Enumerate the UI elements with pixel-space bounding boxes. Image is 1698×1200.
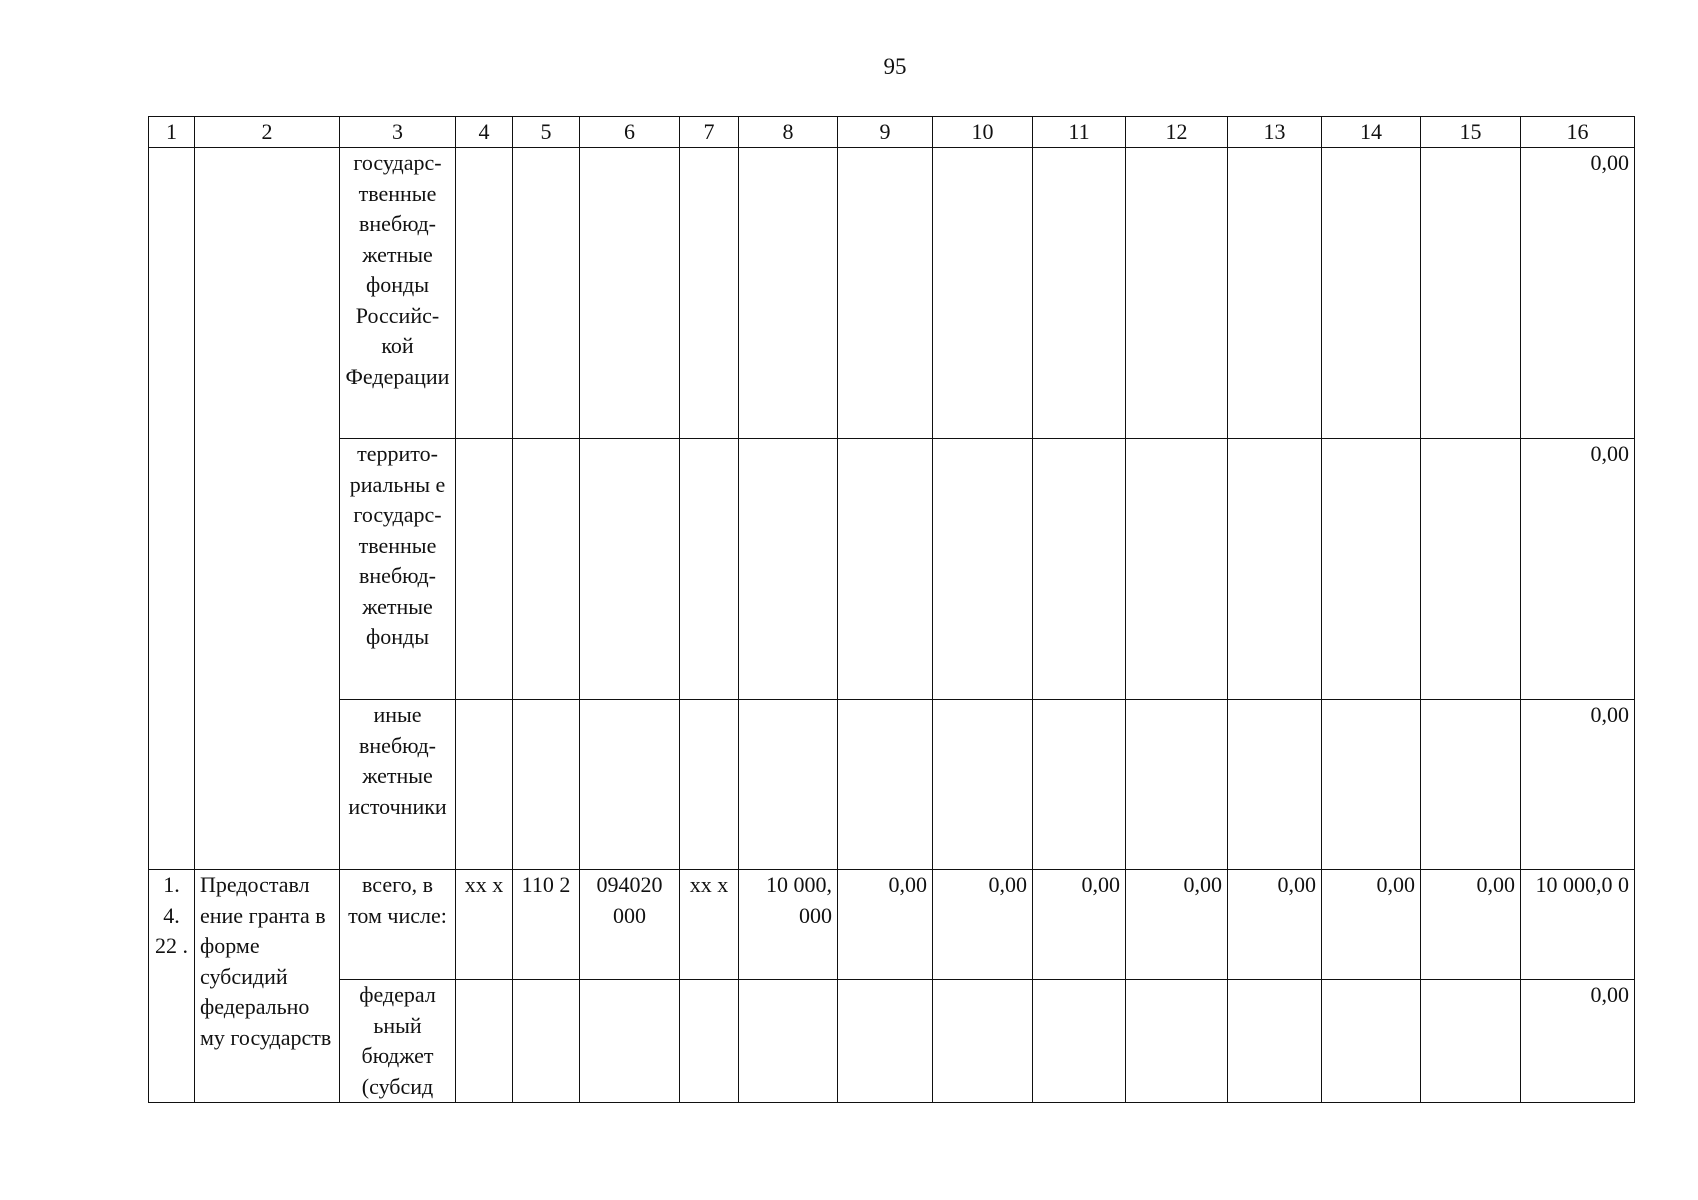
column-header: 16 bbox=[1521, 117, 1635, 148]
cell-col11: 0,00 bbox=[1033, 870, 1126, 980]
source-cell: федерал ьный бюджет (субсид bbox=[340, 980, 456, 1103]
table-row-state-funds bbox=[149, 148, 1635, 439]
cell-col14: 0,00 bbox=[1322, 870, 1421, 980]
source-cell: территориальны е государственные внебюджетные фонды bbox=[340, 439, 456, 700]
empty-name-cell bbox=[195, 148, 340, 870]
column-header: 2 bbox=[195, 117, 340, 148]
table-row-federal-budget bbox=[149, 980, 1635, 1103]
column-header: 10 bbox=[933, 117, 1033, 148]
column-header: 4 bbox=[456, 117, 513, 148]
total-cell: 0,00 bbox=[1521, 980, 1635, 1103]
item-number: 1. 4. 22 . bbox=[149, 870, 195, 1103]
column-header: 15 bbox=[1421, 117, 1521, 148]
source-cell: государственные внебюджетные фонды Российской Федерации bbox=[340, 148, 456, 439]
column-header: 1 bbox=[149, 117, 195, 148]
cell-col6: 094020 000 bbox=[580, 870, 680, 980]
cell-col5: 110 2 bbox=[513, 870, 580, 980]
cell-col15: 0,00 bbox=[1421, 870, 1521, 980]
cell-col10: 0,00 bbox=[933, 870, 1033, 980]
cell-col9: 0,00 bbox=[838, 870, 933, 980]
column-header: 9 bbox=[838, 117, 933, 148]
cell-col7: хх х bbox=[680, 870, 739, 980]
cell-col12: 0,00 bbox=[1126, 870, 1228, 980]
column-header: 14 bbox=[1322, 117, 1421, 148]
table-row-territorial-funds bbox=[149, 439, 1635, 700]
cell-col16: 10 000,0 0 bbox=[1521, 870, 1635, 980]
total-cell: 0,00 bbox=[1521, 439, 1635, 700]
column-header: 12 bbox=[1126, 117, 1228, 148]
cell-col13: 0,00 bbox=[1228, 870, 1322, 980]
column-header: 8 bbox=[739, 117, 838, 148]
total-cell: 0,00 bbox=[1521, 700, 1635, 870]
cell-col4: хх х bbox=[456, 870, 513, 980]
cell-col8: 10 000, 000 bbox=[739, 870, 838, 980]
column-header: 13 bbox=[1228, 117, 1322, 148]
item-name: Предоставл ение гранта в форме субсидий федерально му государств bbox=[195, 870, 340, 1103]
budget-table bbox=[148, 116, 1635, 1103]
total-cell: 0,00 bbox=[1521, 148, 1635, 439]
page-number: 95 bbox=[883, 54, 907, 79]
column-header: 11 bbox=[1033, 117, 1126, 148]
column-header: 3 bbox=[340, 117, 456, 148]
source-cell: иные внебюджетные источники bbox=[340, 700, 456, 870]
column-header: 6 bbox=[580, 117, 680, 148]
column-header: 5 bbox=[513, 117, 580, 148]
table-row-item-total bbox=[149, 870, 1635, 980]
empty-number-cell bbox=[149, 148, 195, 870]
column-header: 7 bbox=[680, 117, 739, 148]
table-row-other-sources bbox=[149, 700, 1635, 870]
source-cell: всего, в том числе: bbox=[340, 870, 456, 980]
header-row bbox=[149, 117, 1635, 148]
